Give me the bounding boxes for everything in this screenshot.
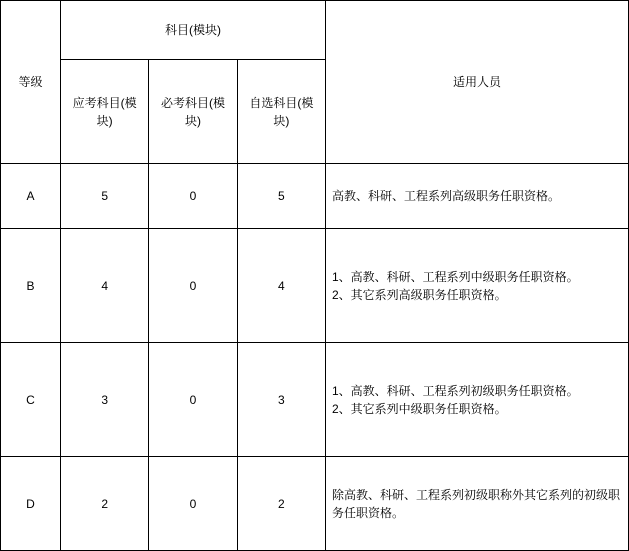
header-cell-mandatory: 必考科目(模块) — [149, 60, 237, 164]
cell-grade: C — [1, 343, 61, 457]
cell-optional: 3 — [237, 343, 325, 457]
cell-required-exam: 4 — [61, 229, 149, 343]
people-line: 除高教、科研、工程系列初级职称外其它系列的初级职务任职资格。 — [332, 487, 621, 520]
table-row — [1, 343, 629, 457]
table-row — [1, 229, 629, 343]
cell-required-exam: 2 — [61, 457, 149, 551]
cell-optional: 5 — [237, 164, 325, 229]
header-cell-subject-group: 科目(模块) — [61, 1, 326, 60]
cell-grade: B — [1, 229, 61, 343]
cell-applicable-people — [326, 229, 629, 343]
cell-required-exam: 3 — [61, 343, 149, 457]
table-header-row-1 — [1, 1, 629, 60]
header-cell-applicable-people: 适用人员 — [326, 1, 629, 164]
people-line: 1、高教、科研、工程系列中级职务任职资格。 — [332, 269, 579, 284]
cell-mandatory: 0 — [149, 457, 237, 551]
cell-optional: 4 — [237, 229, 325, 343]
cell-applicable-people — [326, 164, 629, 229]
cell-applicable-people — [326, 343, 629, 457]
header-cell-required-exam: 应考科目(模块) — [61, 60, 149, 164]
cell-grade: D — [1, 457, 61, 551]
header-cell-grade: 等级 — [1, 1, 61, 164]
people-line: 高教、科研、工程系列高级职务任职资格。 — [332, 189, 561, 203]
cell-mandatory: 0 — [149, 164, 237, 229]
cell-applicable-people — [326, 457, 629, 551]
cell-optional: 2 — [237, 457, 325, 551]
table-row — [1, 457, 629, 551]
people-line: 1、高教、科研、工程系列初级职务任职资格。 — [332, 383, 579, 398]
cell-required-exam: 5 — [61, 164, 149, 229]
cell-mandatory: 0 — [149, 343, 237, 457]
people-line: 2、其它系列中级职务任职资格。 — [332, 401, 507, 416]
cell-mandatory: 0 — [149, 229, 237, 343]
cell-grade: A — [1, 164, 61, 229]
table-row — [1, 164, 629, 229]
header-cell-optional: 自选科目(模块) — [237, 60, 325, 164]
people-line: 2、其它系列高级职务任职资格。 — [332, 287, 507, 302]
